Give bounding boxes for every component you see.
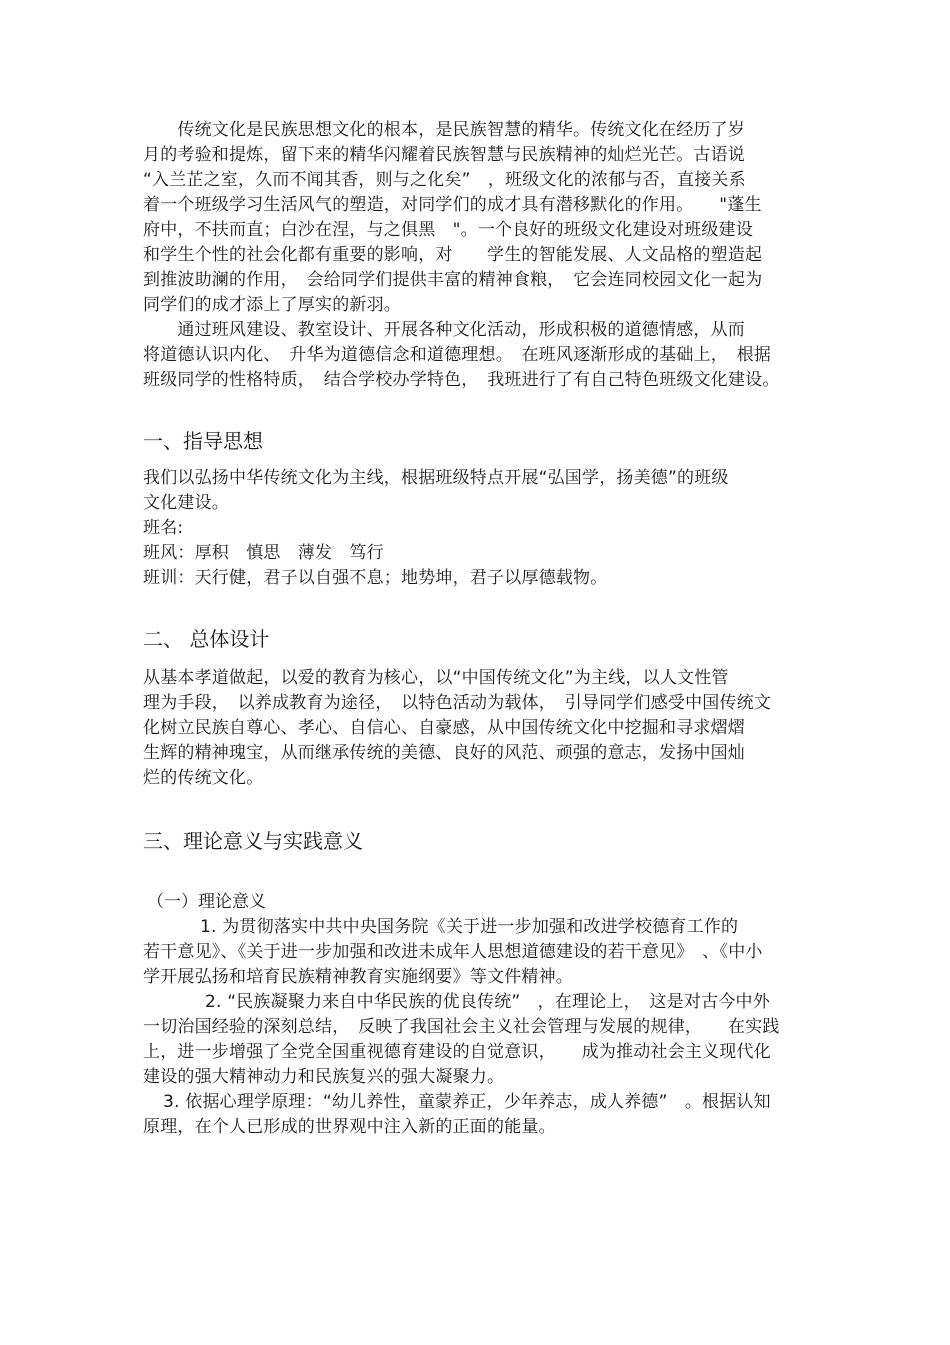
class-style-line: 班风：厚积 慎思 薄发 笃行: [143, 543, 384, 563]
item2-line: 2. “民族凝聚力来自中华民族的优良传统” ，在理论上， 这是对古今中外: [205, 992, 770, 1012]
section2-line: 理为手段， 以养成教育为途径， 以特色活动为载体， 引导同学们感受中国传统文: [143, 693, 772, 713]
section2-line: 生辉的精神瑰宝，从而继承传统的美德、良好的风范、顽强的意志，发扬中国灿: [143, 743, 745, 763]
intro-p1-line: 月的考验和提炼，留下来的精华闪耀着民族智慧与民族精神的灿烂光芒。古语说: [143, 145, 745, 165]
intro-p1-line: 着一个班级学习生活风气的塑造，对同学们的成才具有潜移默化的作用。 "蓬生: [143, 195, 762, 215]
intro-p1-line: 到推波助澜的作用， 会给同学们提供丰富的精神食粮， 它会连同校园文化一起为: [143, 270, 763, 290]
section-heading-overall-design: 二、 总体设计: [143, 627, 270, 651]
section2-line: 从基本孝道做起，以爱的教育为核心，以“中国传统文化”为主线，以人文性管: [143, 668, 729, 688]
section-heading-significance: 三、理论意义与实践意义: [143, 829, 363, 853]
class-motto-line: 班训：天行健，君子以自强不息；地势坤，君子以厚德载物。: [143, 568, 608, 588]
item2-line: 上，进一步增强了全党全国重视德育建设的自觉意识， 成为推动社会主义现代化: [143, 1042, 771, 1062]
section1-line: 文化建设。: [143, 493, 229, 513]
item3-line: 3. 依据心理学原理：“幼儿养性，童蒙养正，少年养志，成人养德” 。根据认知: [163, 1092, 771, 1112]
intro-p2-line: 班级同学的性格特质， 结合学校办学特色， 我班进行了有自己特色班级文化建设。: [143, 370, 780, 390]
intro-p1-line: 同学们的成才添上了厚实的新羽。: [143, 295, 401, 315]
class-name-label: 班名:: [143, 518, 184, 538]
intro-p1-line: 传统文化是民族思想文化的根本，是民族智慧的精华。传统文化在经历了岁: [143, 120, 745, 140]
intro-p2-line: 通过班风建设、教室设计、开展各种文化活动，形成积极的道德情感，从而: [143, 320, 745, 340]
intro-p1-line: 和学生个性的社会化都有重要的影响，对 学生的智能发展、人文品格的塑造起: [143, 245, 763, 265]
section2-line: 化树立民族自尊心、孝心、自信心、自豪感，从中国传统文化中挖掘和寻求熠熠: [143, 718, 745, 738]
intro-p2-line: 将道德认识内化、 升华为道德信念和道德理想。 在班风逐渐形成的基础上， 根据: [143, 345, 772, 365]
item3-line: 原理，在个人已形成的世界观中注入新的正面的能量。: [143, 1117, 556, 1137]
item2-line: 建设的强大精神动力和民族复兴的强大凝聚力。: [143, 1067, 505, 1087]
item1-line: 学开展弘扬和培育民族精神教育实施纲要》等文件精神。: [143, 967, 573, 987]
section1-line: 我们以弘扬中华传统文化为主线，根据班级特点开展“弘国学，扬美德”的班级: [143, 468, 729, 488]
item2-line: 一切治国经验的深刻总结， 反映了我国社会主义社会管理与发展的规律， 在实践: [143, 1017, 780, 1037]
section2-line: 烂的传统文化。: [143, 768, 264, 788]
intro-p1-line: “入兰芷之室，久而不闻其香，则与之化矣” ，班级文化的浓郁与否，直接关系: [143, 170, 746, 190]
intro-p1-line: 府中，不扶而直；白沙在涅，与之俱黑 "。一个良好的班级文化建设对班级建设: [143, 220, 754, 240]
item1-line: 1. 为贯彻落实中共中央国务院《关于进一步加强和改进学校德育工作的: [200, 917, 739, 937]
subsection-heading-theory: （一）理论意义: [147, 892, 266, 912]
section-heading-guiding-ideology: 一、指导思想: [143, 429, 263, 453]
item1-line: 若干意见》、《关于进一步加强和改进未成年人思想道德建设的若干意见》 、《中小: [143, 942, 763, 962]
